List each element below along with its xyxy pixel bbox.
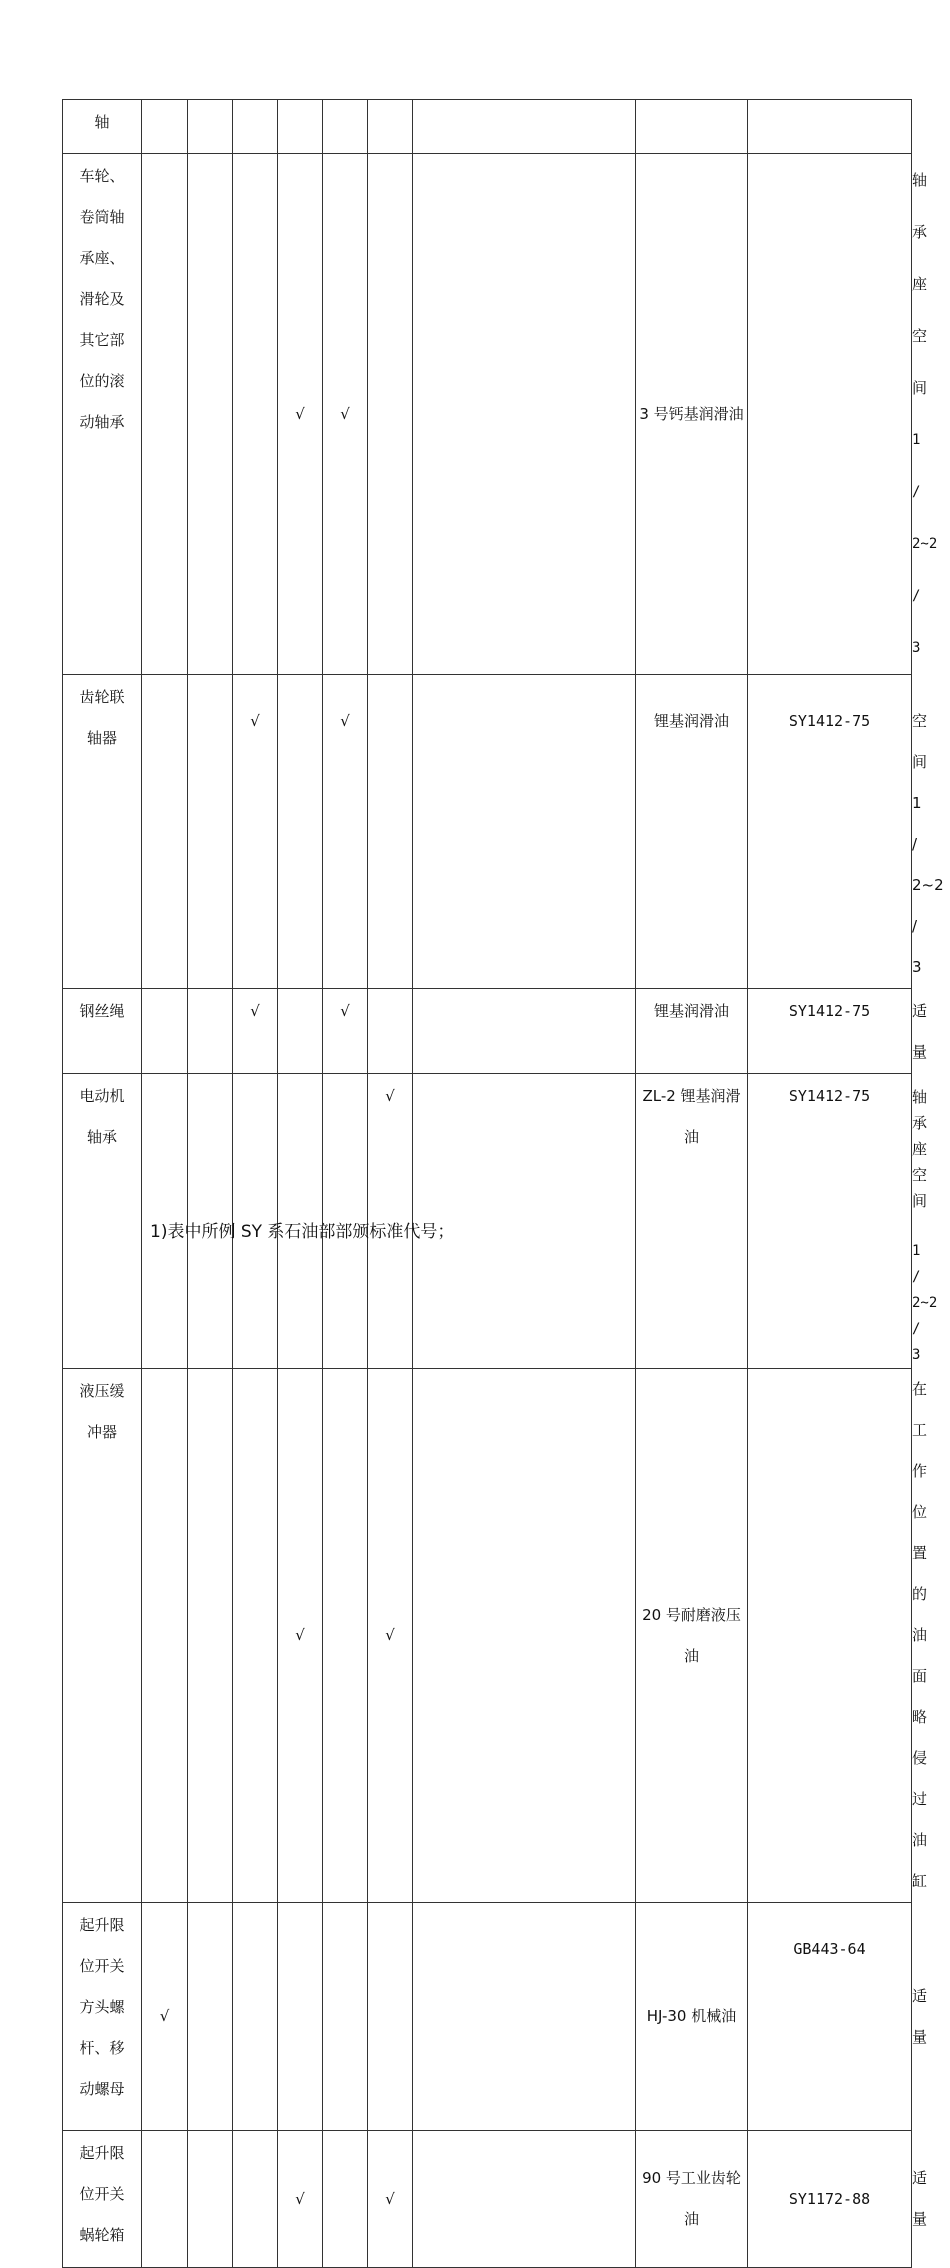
table-row: 起升限 位开关 方头螺 杆、移 动螺母 √ HJ-30 机械油 GB443-64 适量 — [63, 1903, 912, 2131]
part-cell: 电动机 轴承 — [63, 1074, 142, 1369]
part-cell: 轴 — [63, 100, 142, 154]
table-row: 液压缓 冲器 √ √ 20 号耐磨液压油 在工作位置的油面 略侵过油缸 — [63, 1369, 912, 1903]
standard-cell — [748, 154, 912, 675]
check-cell — [323, 2131, 368, 2268]
check-cell — [413, 989, 636, 1074]
check-cell — [233, 1369, 278, 1903]
check-cell: √ — [368, 1369, 413, 1903]
check-cell — [188, 1369, 233, 1903]
check-cell — [368, 989, 413, 1074]
part-cell: 起升限 位开关 方头螺 杆、移 动螺母 — [63, 1903, 142, 2131]
check-cell: √ — [278, 154, 323, 675]
check-cell — [323, 100, 368, 154]
standard-cell: SY1412-75 — [748, 989, 912, 1074]
part-cell: 车轮、 卷筒轴 承座、 滑轮及 其它部 位的滚 动轴承 — [63, 154, 142, 675]
check-cell — [278, 1903, 323, 2131]
check-cell — [413, 675, 636, 989]
lubricant-cell: 20 号耐磨液压油 — [636, 1369, 748, 1903]
check-cell: √ — [323, 989, 368, 1074]
check-cell — [368, 100, 413, 154]
check-cell — [188, 2131, 233, 2268]
table-row — [63, 100, 912, 154]
check-cell — [142, 154, 188, 675]
table-row: 钢丝绳 √ √ 锂基润滑油 SY1412-75 适量 — [63, 989, 912, 1074]
part-cell: 齿轮联 轴器 — [63, 675, 142, 989]
check-cell: √ — [142, 1903, 188, 2131]
lubricant-cell: 90 号工业齿轮油 — [636, 2131, 748, 2268]
check-cell: √ — [233, 675, 278, 989]
check-cell: √ — [368, 2131, 413, 2268]
check-cell — [142, 100, 188, 154]
part-cell: 液压缓 冲器 — [63, 1369, 142, 1903]
standard-cell — [748, 100, 912, 154]
table-row: 齿轮联 轴器 √ √ 锂基润滑油 SY1412-75 空间 1 / 2~2 / 3 — [63, 675, 912, 989]
check-cell — [368, 1903, 413, 2131]
standard-cell: SY1172-88 — [748, 2131, 912, 2268]
check-cell — [233, 1903, 278, 2131]
check-cell — [188, 100, 233, 154]
part-cell: 起升限 位开关 蜗轮箱 — [63, 2131, 142, 2268]
standard-cell: GB443-64 — [748, 1903, 912, 2131]
check-cell — [142, 2131, 188, 2268]
check-cell — [233, 154, 278, 675]
check-cell — [413, 100, 636, 154]
check-cell — [142, 675, 188, 989]
lubricant-cell: ZL-2 锂基润滑油 — [636, 1074, 748, 1369]
check-cell — [188, 675, 233, 989]
check-cell — [413, 1369, 636, 1903]
lubricant-cell: 锂基润滑油 — [636, 675, 748, 989]
lubricant-cell — [636, 100, 748, 154]
check-cell — [188, 989, 233, 1074]
check-cell — [413, 2131, 636, 2268]
check-cell — [323, 1369, 368, 1903]
check-cell — [188, 1903, 233, 2131]
check-cell — [142, 1369, 188, 1903]
check-cell — [278, 989, 323, 1074]
check-cell: √ — [278, 1369, 323, 1903]
check-cell: √ — [233, 989, 278, 1074]
check-cell — [188, 154, 233, 675]
footnote: 1)表中所例 SY 系石油部部颁标准代号； — [150, 1222, 455, 1242]
table-row: 起升限 位开关 蜗轮箱 √ √ 90 号工业齿轮油 SY1172-88 适量 — [63, 2131, 912, 2268]
lubricant-cell: 锂基润滑油 — [636, 989, 748, 1074]
lubricant-cell: HJ-30 机械油 — [636, 1903, 748, 2131]
standard-cell: SY1412-75 — [748, 1074, 912, 1369]
check-cell — [368, 675, 413, 989]
check-cell — [278, 100, 323, 154]
check-cell: √ — [323, 675, 368, 989]
check-cell — [233, 100, 278, 154]
lubrication-table — [62, 99, 944, 2268]
check-cell — [323, 1903, 368, 2131]
check-cell — [278, 675, 323, 989]
check-cell — [413, 154, 636, 675]
check-cell — [368, 154, 413, 675]
check-cell: √ — [278, 2131, 323, 2268]
check-cell: √ — [368, 1074, 413, 1369]
standard-cell: SY1412-75 — [748, 675, 912, 989]
check-cell — [413, 1903, 636, 2131]
check-cell — [233, 2131, 278, 2268]
check-cell: √ — [323, 154, 368, 675]
check-cell — [142, 989, 188, 1074]
table-row: 电动机 轴承 √ ZL-2 锂基润滑油 SY1412-75 轴承座空间 1 / 2~2 / 3 — [63, 1074, 912, 1369]
lubricant-cell: 3 号钙基润滑油 — [636, 154, 748, 675]
standard-cell — [748, 1369, 912, 1903]
part-cell: 钢丝绳 — [63, 989, 142, 1074]
table-row: 车轮、 卷筒轴 承座、 滑轮及 其它部 位的滚 动轴承 √ √ 3 号钙基润滑油 轴承座空间 1 / 2~2 / 3 — [63, 154, 912, 675]
